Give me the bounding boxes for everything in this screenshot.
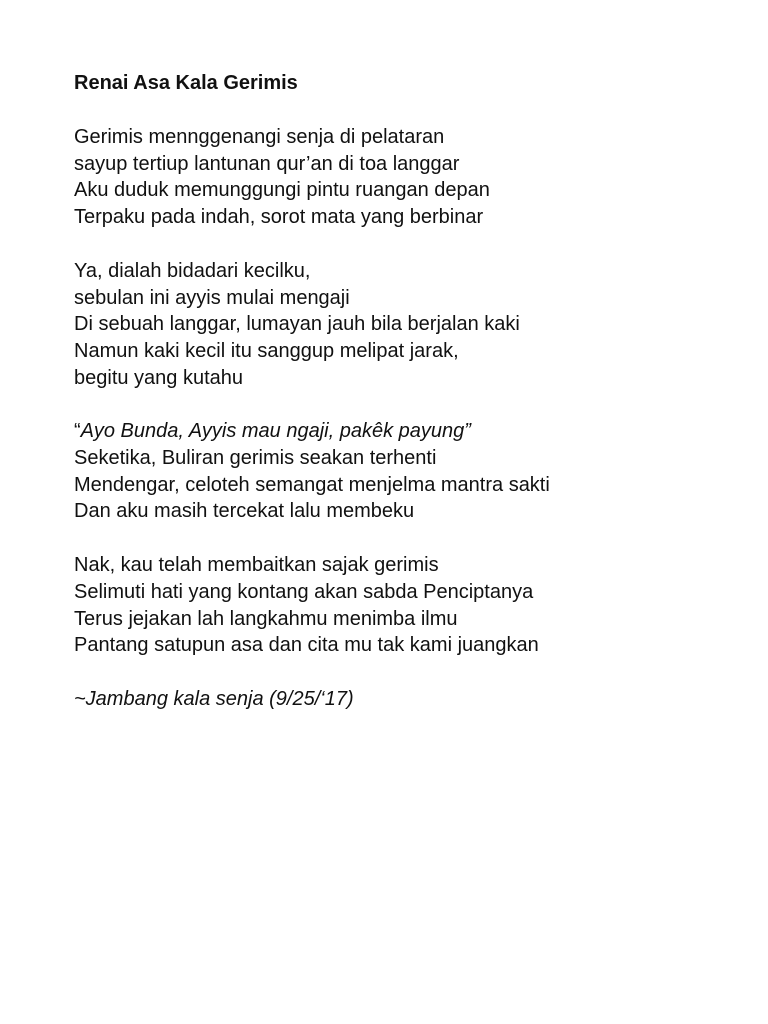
- quote-open-mark: “: [74, 420, 81, 443]
- poem-line: Di sebuah langgar, lumayan jauh bila berjalan kaki: [74, 313, 520, 336]
- poem-line: Mendengar, celoteh semangat menjelma mantra sakti: [74, 473, 550, 496]
- poem-line: Nak, kau telah membaitkan sajak gerimis: [74, 554, 439, 577]
- poem-line: Ya, dialah bidadari kecilku,: [74, 259, 311, 282]
- stanza-2: [74, 258, 754, 392]
- poem-line: Selimuti hati yang kontang akan sabda Penciptanya: [74, 580, 534, 603]
- poem-line: Terus jejakan lah langkahmu menimba ilmu: [74, 607, 458, 630]
- poem-line: Terpaku pada indah, sorot mata yang berbinar: [74, 206, 484, 229]
- poem-line: Dan aku masih tercekat lalu membeku: [74, 500, 415, 523]
- stanza-1: [74, 124, 754, 231]
- quote-text: Ayo Bunda, Ayyis mau ngaji, pakêk payung”: [80, 420, 471, 443]
- poem-line: Gerimis mennggenangi senja di pelataran: [74, 126, 445, 148]
- poem-title: Renai Asa Kala Gerimis: [74, 72, 298, 94]
- poem-line: sayup tertiup lantunan qur’an di toa langgar: [74, 152, 460, 175]
- quote-line: [74, 418, 754, 445]
- poem-line: begitu yang kutahu: [74, 366, 244, 389]
- poem-line: Seketika, Buliran gerimis seakan terhenti: [74, 447, 437, 470]
- poem-line: sebulan ini ayyis mulai mengaji: [74, 286, 350, 309]
- stanza-3: [74, 418, 754, 525]
- poem-signature: ~Jambang kala senja (9/25/‘17): [74, 687, 354, 710]
- poem-page: [74, 70, 754, 713]
- poem-line: Aku duduk memunggungi pintu ruangan depan: [74, 179, 490, 202]
- stanza-4: [74, 552, 754, 659]
- poem-line: Namun kaki kecil itu sanggup melipat jarak,: [74, 339, 459, 362]
- poem-line: Pantang satupun asa dan cita mu tak kami juangkan: [74, 634, 539, 657]
